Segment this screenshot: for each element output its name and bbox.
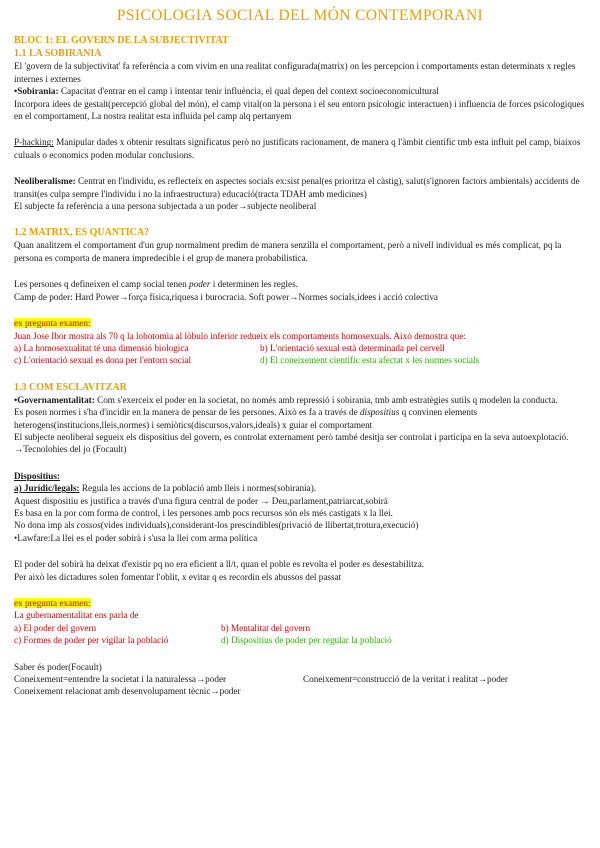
option-c: c) L'orientació sexual es dona per l'entorn social bbox=[14, 355, 192, 366]
exam-label: ex pregunta examen: bbox=[14, 318, 91, 329]
term-juridic: a) Jurídic/legals: bbox=[14, 483, 80, 494]
paragraph: Es posen normes i s'ha d'incidir en la manera de pensar de les persones. Això es fa a través de dispositius q convinen elements heterogens(institucions,lleis,normes) i semiòtics(discursos,valors,ideals) x guiar el comportament bbox=[14, 407, 478, 430]
paragraph: No dona imp als cossos(vides individuals),considerant-los prescindibles(privació de llibertat,trotura,execució) bbox=[14, 520, 419, 531]
paragraph: El poder del sobirà ha deixat d'existir pq no era eficient a ll/t, quan el poble es revolta el poder es desestabilitza. bbox=[14, 559, 425, 570]
option-b: b) Mentalitat del govern bbox=[221, 622, 311, 633]
term-p-hacking: P-hacking: bbox=[14, 137, 54, 148]
term-sobirania: •Sobirania: bbox=[14, 86, 59, 97]
exam-options-row bbox=[14, 622, 586, 634]
paragraph: Les persones q defineixen el camp social tenen poder i determinen les regles. bbox=[14, 279, 298, 290]
term-neoliberalisme: Neoliberalisme: bbox=[14, 176, 76, 187]
section-heading-1-3: 1.3 COM ESCLAVITZAR bbox=[14, 381, 127, 393]
paragraph: Per això les dictadures solen fomentar l'oblit, x evitar q es recordin els abussos del passat bbox=[14, 571, 342, 582]
exam-question: Juan Jose Ibor mostra als 70 q la lobotomia al lòbulo inferior redueix els comportaments homosexuals. Això demostra que: bbox=[14, 330, 466, 341]
paragraph: Incorpora idees de gestalt(percepció global del món), el camp vital(on la persona i el seu entorn psicologic interactuen) i influencia de forces psicologiques en el comportament, La nostra realitat esta influida pel camp alq pertanyem bbox=[14, 98, 585, 122]
subheading-dispositius: Dispositius: bbox=[14, 470, 60, 481]
option-d-correct: d) Dispositius de poder per regular la població bbox=[221, 635, 392, 646]
option-c: c) Formes de poder per vigilar la població bbox=[14, 635, 169, 646]
paragraph: •Governamentalitat: Com s'exerceix el poder en la societat, no només amb repressió i sobirania, tmb amb estratègies sutils q modelen la conducta. bbox=[14, 394, 558, 405]
paragraph: a) Jurídic/legals: Regula les accions de la població amb lleis i normes(sobirania). bbox=[14, 483, 317, 494]
paragraph: Aquest dispositiu es justifica a través d'una figura central de poder → Deu,parlament,patriarcat,sobirà bbox=[14, 495, 388, 506]
paragraph: Es basa en la por com forma de control, i les persones amb pocs recursos són els més castigats x la llei. bbox=[14, 507, 393, 518]
option-a: a) La homosexualitat té una dimensió biologica bbox=[14, 342, 189, 353]
exam-options-row bbox=[14, 354, 586, 366]
paragraph: Saber és poder(Focault) bbox=[14, 661, 102, 672]
paragraph: Coneixement relacionat amb desenvolupament tècnic→poder bbox=[14, 686, 241, 697]
document-title: PSICOLOGIA SOCIAL DEL MÓN CONTEMPORANI bbox=[116, 7, 484, 24]
exam-options-row bbox=[14, 342, 586, 354]
exam-question: La gubernamentalitat ens parla de bbox=[14, 610, 139, 621]
paragraph: El 'govern de la subjectivitat' fa referència a com vivim en una realitat configurada(matrix) on les percepcion i comportaments estan determinats x regles internes i externes bbox=[14, 61, 576, 84]
paragraph: El subjecte neoliberal segueix els dispositius del govern, es controlat externament però també desitja ser controlat i participa en la seva autoexplotació. →Tecnolohies del jo (Focault) bbox=[14, 431, 569, 455]
paragraph: Quan analitzem el comportament d'un grup normalment predim de manera senzilla el comportament, però a nivell individual es més complicat, pq la persona es comporta de manera impredecible i el grup de manera probabilistica. bbox=[14, 240, 562, 263]
section-heading-1-2: 1.2 MATRIX, ES QUANTICA? bbox=[14, 227, 150, 239]
option-b: b) L'orientació sexual està determinada pel cervell bbox=[260, 342, 445, 353]
exam-label: ex pregunta examen: bbox=[14, 598, 91, 608]
knowledge-row: Coneixement=entendre la societat i la naturalessa→poder Coneixement=construcció de la veritat i realitat→poder bbox=[14, 674, 508, 685]
paragraph: Camp de poder: Hard Power→força física,riquesa i burocracia. Soft power→Normes socials,idees i acció colectiva bbox=[14, 291, 439, 302]
bloc-heading: BLOC 1: EL GOVERN DE LA SUBJECTIVITAT bbox=[14, 35, 229, 47]
term-governamentalitat: •Governamentalitat: bbox=[14, 394, 95, 405]
option-a: a) El poder del govern bbox=[14, 622, 97, 633]
option-d-correct: d) El coneixement científic esta afectat x les normes socials bbox=[260, 355, 480, 366]
paragraph: •Sobirania: Capacitat d'entrar en el camp i intentar tenir influència, el qual depen del context socioeconomicultural bbox=[14, 86, 439, 97]
paragraph: El subjecte fa referència a una persona subjectada a un poder→subjecte neoliberal bbox=[14, 201, 317, 212]
paragraph: Neoliberalisme: Centrat en l'individu, es reflecteix en aspectes socials ex:sist penal(es prioritza el càstig), salut(s'ignoren factors ambientals) accidents de transit(es culpa sempre l'individu i no la infraestructura) educació(tracta TDAH amb medicines) bbox=[14, 176, 580, 199]
paragraph: P-hacking: Manipular dades x obtenir resultats significatus però no justificats racionament, de manera q l'àmbit científic tmb esta influit pel camp, biaixos culuals o economics poden modular conclusions. bbox=[14, 137, 581, 160]
section-heading-1-1: 1.1 LA SOBIRANIA bbox=[14, 48, 102, 60]
exam-options-row bbox=[14, 634, 586, 646]
paragraph: •Lawfare:La llei es el poder sobirà i s'usa la llei com arma política bbox=[14, 532, 258, 543]
